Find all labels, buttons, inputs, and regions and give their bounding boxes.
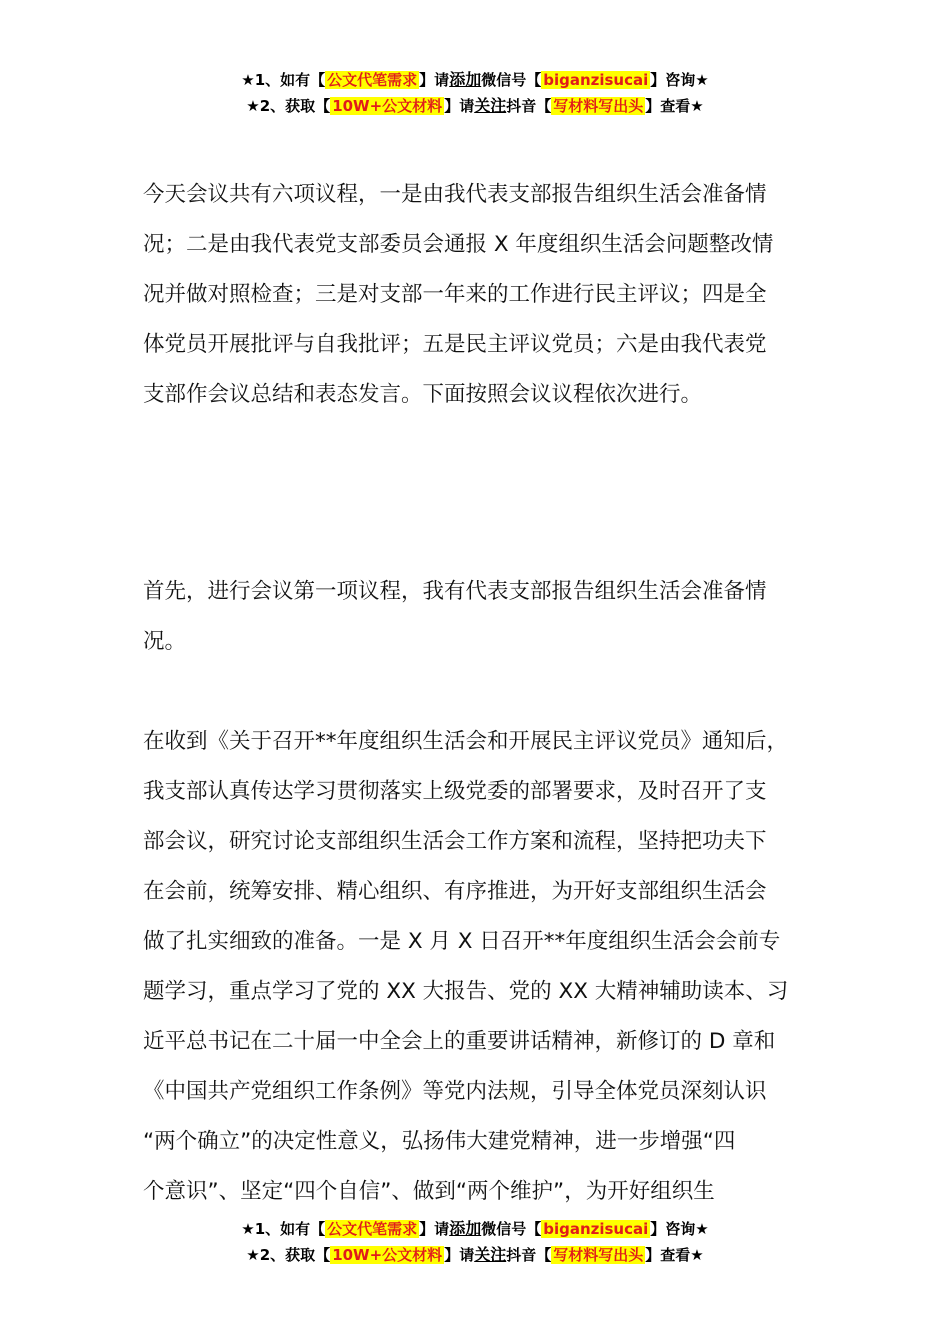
banner-highlight: 10W+公文材料 — [332, 1246, 443, 1264]
text-line: “两个确立”的决定性意义，弘扬伟大建党精神，进一步增强“四 — [143, 1129, 736, 1154]
banner-text: ★1、如有【 — [241, 1220, 326, 1238]
banner-highlight: 写材料写出头 — [553, 1246, 644, 1264]
banner-highlight: 写材料写出头 — [553, 97, 644, 115]
text-line: 今天会议共有六项议程，一是由我代表支部报告组织生活会准备情 — [143, 182, 767, 207]
banner-line-1 — [0, 1216, 950, 1242]
banner-highlight: 公文代笔需求 — [327, 1220, 418, 1238]
text-line: 部会议，研究讨论支部组织生活会工作方案和流程，坚持把功夫下 — [143, 829, 767, 854]
text-line: 况。 — [143, 629, 187, 654]
text-line: 况；二是由我代表党支部委员会通报 X 年度组织生活会问题整改情 — [143, 232, 774, 257]
top-banner — [0, 67, 950, 119]
text-line: 我支部认真传达学习贯彻落实上级党委的部署要求，及时召开了支 — [143, 779, 767, 804]
text-line: 《中国共产党组织工作条例》等党内法规，引导全体党员深刻认识 — [143, 1079, 767, 1104]
paragraph-first-item — [143, 567, 833, 667]
banner-text: 】请 — [444, 1246, 475, 1264]
text-line: 近平总书记在二十届一中全会上的重要讲话精神，新修订的 D 章和 — [143, 1029, 776, 1054]
banner-text: 】咨询★ — [650, 71, 709, 89]
banner-line-1 — [0, 67, 950, 93]
banner-line-2 — [0, 93, 950, 119]
banner-text: 】查看★ — [645, 97, 704, 115]
paragraph-preparation — [143, 717, 833, 1217]
text-line: 题学习，重点学习了党的 XX 大报告、党的 XX 大精神辅助读本、习 — [143, 979, 789, 1004]
text-line: 做了扎实细致的准备。一是 X 月 X 日召开**年度组织生活会会前专 — [143, 929, 781, 954]
paragraph-agenda — [143, 170, 833, 420]
banner-line-2 — [0, 1242, 950, 1268]
banner-text: 】咨询★ — [650, 1220, 709, 1238]
banner-highlight: 公文代笔需求 — [327, 71, 418, 89]
banner-text: 微信号【 — [481, 71, 542, 89]
banner-text: 】请 — [419, 71, 450, 89]
banner-text: ★2、获取【 — [246, 97, 331, 115]
banner-text: ★2、获取【 — [246, 1246, 331, 1264]
text-line: 个意识”、坚定“四个自信”、做到“两个维护”，为开好组织生 — [143, 1179, 715, 1204]
banner-highlight: biganzisucai — [543, 1220, 649, 1238]
banner-text: 抖音【 — [506, 1246, 552, 1264]
text-line: 支部作会议总结和表态发言。下面按照会议议程依次进行。 — [143, 382, 703, 407]
text-line: 体党员开展批评与自我批评；五是民主评议党员；六是由我代表党 — [143, 332, 767, 357]
banner-text: 】查看★ — [645, 1246, 704, 1264]
banner-underline: 添加 — [449, 1219, 482, 1238]
bottom-banner — [0, 1216, 950, 1268]
text-line: 在会前，统筹安排、精心组织、有序推进，为开好支部组织生活会 — [143, 879, 767, 904]
banner-underline: 添加 — [449, 70, 482, 89]
text-line: 在收到《关于召开**年度组织生活会和开展民主评议党员》通知后， — [143, 729, 789, 754]
banner-text: 】请 — [419, 1220, 450, 1238]
banner-highlight: 10W+公文材料 — [332, 97, 443, 115]
banner-text: 微信号【 — [481, 1220, 542, 1238]
text-line: 况并做对照检查；三是对支部一年来的工作进行民主评议；四是全 — [143, 282, 767, 307]
banner-highlight: biganzisucai — [543, 71, 649, 89]
banner-text: 抖音【 — [506, 97, 552, 115]
banner-underline: 关注 — [474, 96, 507, 115]
banner-underline: 关注 — [474, 1245, 507, 1264]
banner-text: 】请 — [444, 97, 475, 115]
banner-text: ★1、如有【 — [241, 71, 326, 89]
text-line: 首先，进行会议第一项议程，我有代表支部报告组织生活会准备情 — [143, 579, 767, 604]
